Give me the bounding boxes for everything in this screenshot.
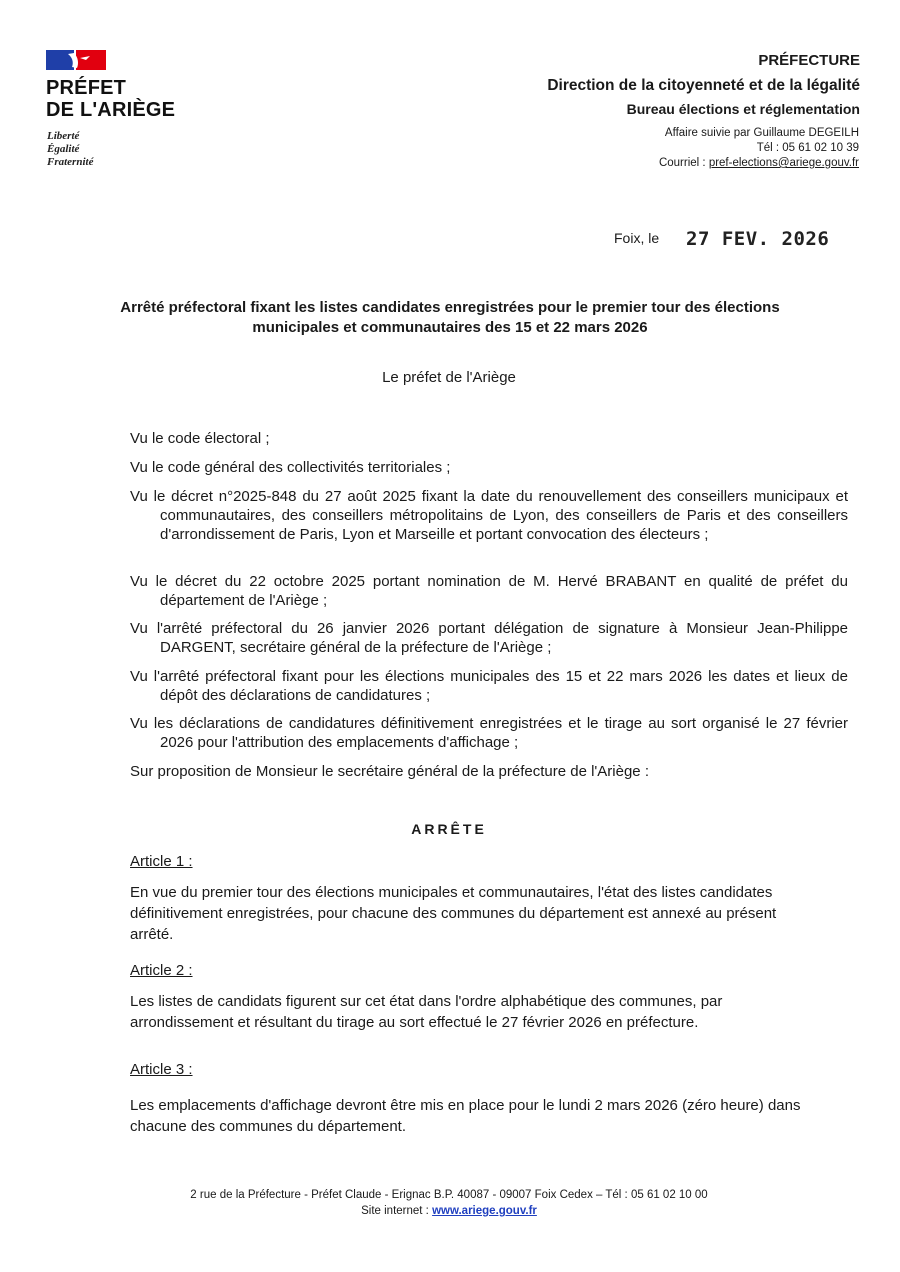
document-title: [60, 298, 840, 338]
vu-item: Vu l'arrêté préfectoral fixant pour les élections municipales des 15 et 22 mars 2026 les dates et lieux de dépôt des déclarations de candidatures ;: [130, 668, 848, 704]
vu-item: Vu le code général des collectivités territoriales ;: [130, 459, 451, 476]
prefet-line: Le préfet de l'Ariège: [382, 369, 516, 386]
logo-title-line1: PRÉFET: [46, 77, 127, 99]
header-affaire: Affaire suivie par Guillaume DEGEILH: [664, 127, 859, 139]
article-3-body: Les emplacements d'affichage devront être mis en place pour le lundi 2 mars 2026 (zéro heure) dans chacune des communes du département.: [130, 1097, 801, 1135]
marianne-flag-logo: [46, 50, 106, 70]
header-tel: Tél : 05 61 02 10 39: [756, 142, 859, 154]
date-stamp: 27 FEV. 2026: [686, 228, 830, 250]
title-line2: municipales et communautaires des 15 et 22 mars 2026: [252, 319, 648, 336]
courriel-link[interactable]: pref-elections@ariege.gouv.fr: [708, 157, 859, 169]
title-line1: Arrêté préfectoral fixant les listes candidates enregistrées pour le premier tour des élections: [120, 299, 780, 316]
vu-item: Vu le décret n°2025-848 du 27 août 2025 fixant la date du renouvellement des conseillers municipaux et communautaires, des conseillers métropolitains de Lyon, des conseillers de Paris et des conseillers d'arrondissement de Paris, Lyon et Marseille et portant convocation des électeurs ;: [130, 488, 848, 543]
devise-fraternite: Fraternité: [47, 156, 94, 168]
article-1-heading: Article 1 :: [130, 853, 193, 870]
vu-item: Vu le décret du 22 octobre 2025 portant nomination de M. Hervé BRABANT en qualité de préfet du département de l'Ariège ;: [130, 573, 848, 609]
sur-proposition: Sur proposition de Monsieur le secrétaire général de la préfecture de l'Ariège :: [130, 763, 649, 780]
article-2-heading: Article 2 :: [130, 962, 193, 979]
article-2-body: Les listes de candidats figurent sur cet état dans l'ordre alphabétique des communes, par arrondissement et résultant du tirage au sort effectué le 27 février 2026 en préfecture.: [130, 993, 723, 1031]
site-link[interactable]: www.ariege.gouv.fr: [432, 1205, 537, 1217]
logo-title-line2: DE L'ARIÈGE: [46, 99, 176, 121]
site-label: Site internet :: [361, 1205, 433, 1217]
article-3-heading: Article 3 :: [130, 1061, 193, 1078]
footer-site: [0, 1205, 898, 1217]
devise-egalite: Égalité: [47, 143, 80, 155]
logo-devise: [47, 130, 93, 169]
date-place: Foix, le: [614, 230, 660, 246]
vu-item: Vu le code électoral ;: [130, 430, 270, 447]
devise-liberte: Liberté: [47, 130, 80, 142]
courriel-label: Courriel :: [658, 157, 709, 169]
vu-item: Vu les déclarations de candidatures définitivement enregistrées et le tirage au sort organisé le 27 février 2026 pour l'attribution des emplacements d'affichage ;: [130, 715, 848, 751]
header-prefecture: PRÉFECTURE: [758, 52, 860, 69]
header-bureau: Bureau élections et réglementation: [626, 101, 860, 117]
header-courriel: [659, 157, 859, 169]
header-direction: Direction de la citoyenneté et de la légalité: [547, 77, 860, 94]
arrete-heading: ARRÊTE: [411, 821, 487, 837]
vu-item: Vu l'arrêté préfectoral du 26 janvier 2026 portant délégation de signature à Monsieur Jean-Philippe DARGENT, secrétaire général de la préfecture de l'Ariège ;: [130, 620, 848, 656]
article-1-body: En vue du premier tour des élections municipales et communautaires, l'état des listes candidates définitivement enregistrées, pour chacune des communes du département est annexé au présent arrêté.: [130, 884, 777, 943]
logo-title: [46, 77, 175, 121]
footer-address: 2 rue de la Préfecture - Préfet Claude - Erignac B.P. 40087 - 09007 Foix Cedex – Tél : 05 61 02 10 00: [190, 1189, 708, 1201]
